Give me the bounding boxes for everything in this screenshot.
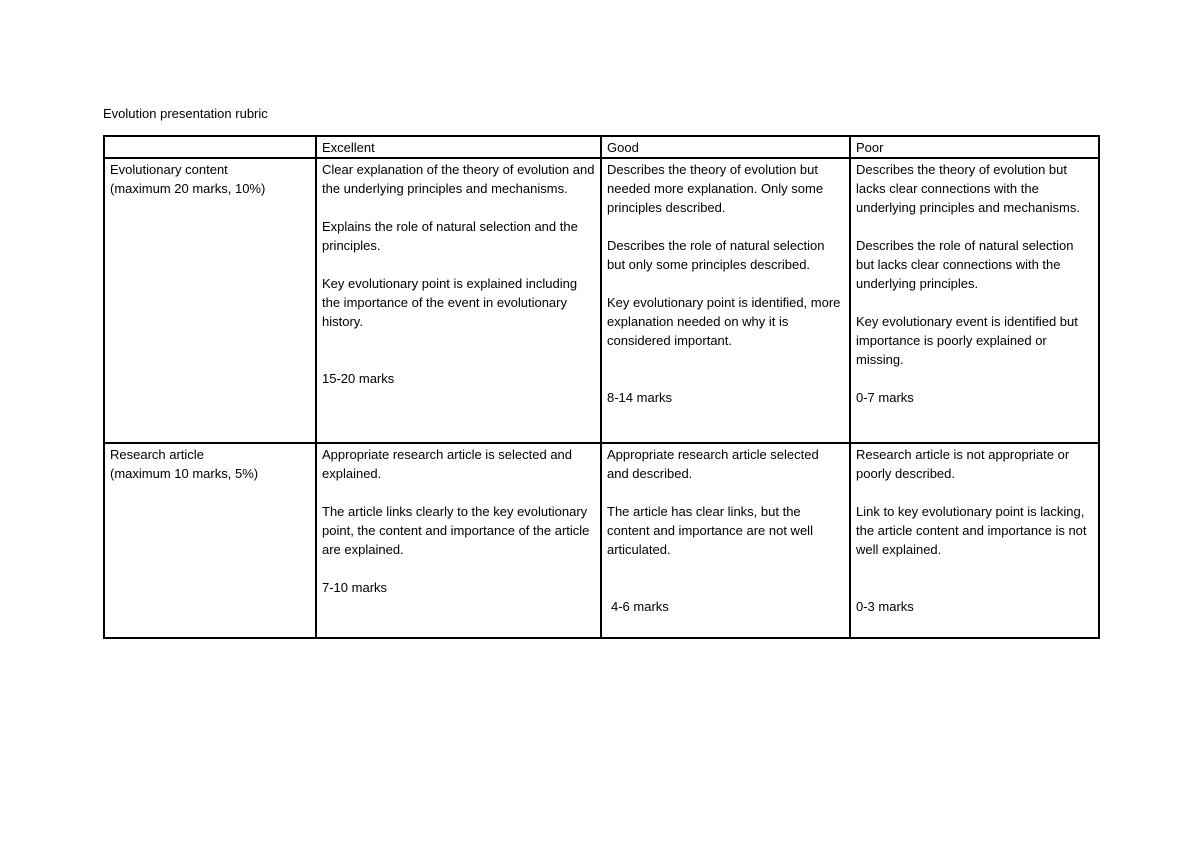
- header-criterion: [104, 136, 316, 158]
- criterion-weight: (maximum 10 marks, 5%): [110, 466, 259, 481]
- criterion-cell: [104, 443, 316, 638]
- descriptor-text: Explains the role of natural selection and the principles.: [322, 219, 578, 253]
- descriptor-text: Describes the theory of evolution but lacks clear connections with the underlying principles and mechanisms.: [856, 162, 1081, 215]
- descriptor-text: Clear explanation of the theory of evolution and the underlying principles and mechanisms.: [322, 162, 595, 196]
- marks-range: 8-14 marks: [607, 390, 673, 405]
- marks-range: 4-6 marks: [611, 599, 669, 614]
- marks-range: 7-10 marks: [322, 580, 388, 595]
- table-row: [104, 158, 1099, 443]
- descriptor-text: Key evolutionary point is identified, more explanation needed on why it is considered important.: [607, 295, 841, 348]
- poor-cell: [850, 443, 1099, 638]
- descriptor-text: The article has clear links, but the content and importance are not well articulated.: [607, 504, 813, 557]
- descriptor-text: Describes the theory of evolution but needed more explanation. Only some principles described.: [607, 162, 824, 215]
- descriptor-text: The article links clearly to the key evolutionary point, the content and importance of the article are explained.: [322, 504, 590, 557]
- descriptor-text: Link to key evolutionary point is lacking, the article content and importance is not well explained.: [856, 504, 1087, 557]
- descriptor-text: Key evolutionary event is identified but importance is poorly explained or missing.: [856, 314, 1078, 367]
- criterion-weight: (maximum 20 marks, 10%): [110, 181, 266, 196]
- table-row: [104, 443, 1099, 638]
- header-row: [104, 136, 1099, 158]
- header-excellent: Excellent: [316, 136, 601, 158]
- rubric-table: [103, 135, 1100, 639]
- header-poor: Poor: [850, 136, 1099, 158]
- descriptor-text: Describes the role of natural selection but only some principles described.: [607, 238, 825, 272]
- descriptor-text: Describes the role of natural selection but lacks clear connections with the underlying principles.: [856, 238, 1074, 291]
- criterion-name: Research article: [110, 447, 204, 462]
- page-title: Evolution presentation rubric: [103, 106, 268, 121]
- marks-range: 15-20 marks: [322, 371, 395, 386]
- good-cell: [601, 443, 850, 638]
- poor-cell: [850, 158, 1099, 443]
- descriptor-text: Appropriate research article selected and described.: [607, 447, 819, 481]
- header-good: Good: [601, 136, 850, 158]
- descriptor-text: Appropriate research article is selected and explained.: [322, 447, 573, 481]
- excellent-cell: [316, 443, 601, 638]
- marks-range: 0-7 marks: [856, 390, 914, 405]
- marks-range: 0-3 marks: [856, 599, 914, 614]
- criterion-name: Evolutionary content: [110, 162, 228, 177]
- good-cell: [601, 158, 850, 443]
- excellent-cell: [316, 158, 601, 443]
- descriptor-text: Key evolutionary point is explained including the importance of the event in evolutionary history.: [322, 276, 578, 329]
- criterion-cell: [104, 158, 316, 443]
- descriptor-text: Research article is not appropriate or poorly described.: [856, 447, 1070, 481]
